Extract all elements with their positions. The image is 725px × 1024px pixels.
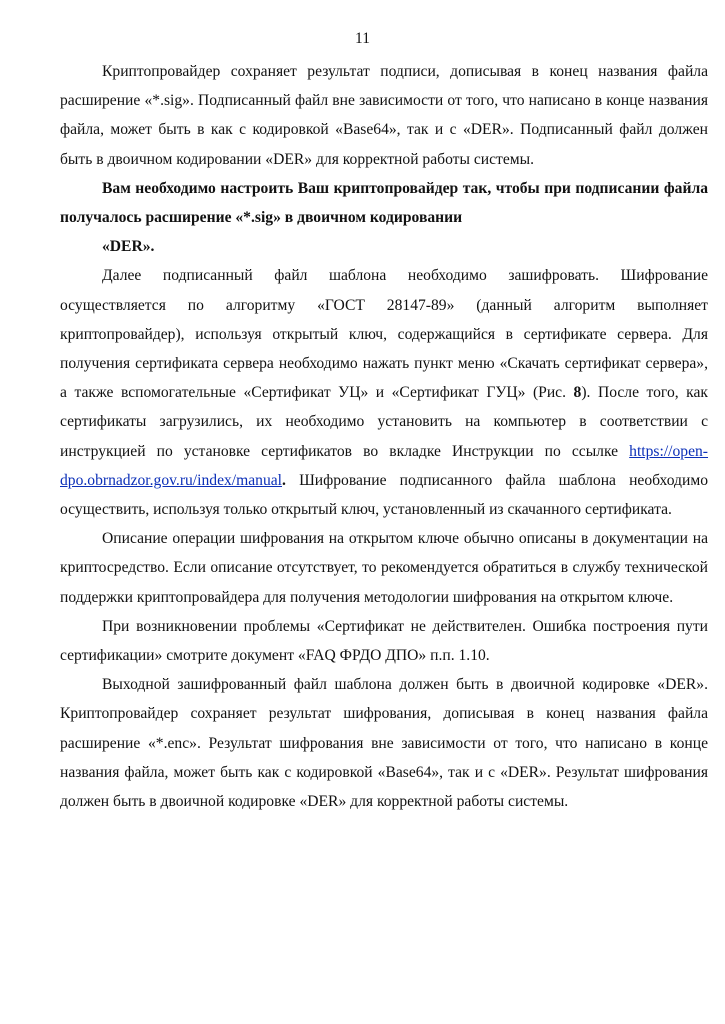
encryption-text-part1: Далее подписанный файл шаблона необходимо зашифровать. Шифрование осуществляется по алгоритму «ГОСТ 28147-89» (данный алгоритм выполняет криптопровайдер), используя открытый ключ, содержащийся в сертификате сервера. Для получения сертификата сервера необходимо нажать пункт меню «Скачать сертификат сервера», а также вспомогательные «Сертификат УЦ» и «Сертификат ГУЦ» (Рис. — [60, 267, 708, 402]
manual-link[interactable]: https://open-dpo.obrnadzor.gov.ru/index/manual — [60, 442, 709, 489]
encryption-text-part3: Шифрование подписанного файла шаблона необходимо осуществить, используя только открытый ключ, установленный из скачанного сертификата. — [60, 471, 708, 519]
paragraph-certificate-problem: При возникновении проблемы «Сертификат не действителен. Ошибка построения пути сертификации» смотрите документ «FAQ ФРДО ДПО» п.п. 1.10. — [60, 617, 708, 665]
page-number: 11 — [355, 30, 370, 47]
paragraph-configure-provider-tail: «DER». — [102, 238, 155, 256]
encryption-text-part2: ). После того, как сертификаты загрузились, их необходимо установить на компьютер в соответствии с инструкцией по установке сертификатов во вкладке Инструкции по ссылке — [60, 384, 708, 460]
paragraph-encryption — [60, 261, 708, 524]
paragraph-encryption-docs: Описание операции шифрования на открытом ключе обычно описаны в документации на криптосредство. Если описание отсутствует, то рекомендуется обратиться в службу технической поддержки криптопровайдера для получения методологии шифрования на открытом ключе. — [60, 530, 708, 606]
document-body — [60, 57, 708, 816]
paragraph-signature-result: Криптопровайдер сохраняет результат подписи, дописывая в конец названия файла расширение «*.sig». Подписанный файл вне зависимости от того, что написано в конце названия файла, может быть в как с кодировкой «Base64», так и с «DER». Подписанный файл должен быть в двоичном кодировании «DER» для корректной работы системы. — [60, 63, 708, 168]
figure-reference: 8 — [573, 384, 582, 402]
paragraph-output-file: Выходной зашифрованный файл шаблона должен быть в двоичной кодировке «DER». Криптопровайдер сохраняет результат шифрования, дописывая в конец названия файла расширение «*.enc». Результат шифрования вне зависимости от того, что написано в конце названия файла, может быть как с кодировкой «Base64», так и с «DER». Результат шифрования должен быть в двоичной кодировке «DER» для корректной работы системы. — [60, 676, 708, 811]
paragraph-configure-provider: Вам необходимо настроить Ваш криптопровайдер так, чтобы при подписании файла получалось расширение «*.sig» в двоичном кодировании — [60, 179, 708, 227]
link-dot: . — [282, 471, 286, 489]
